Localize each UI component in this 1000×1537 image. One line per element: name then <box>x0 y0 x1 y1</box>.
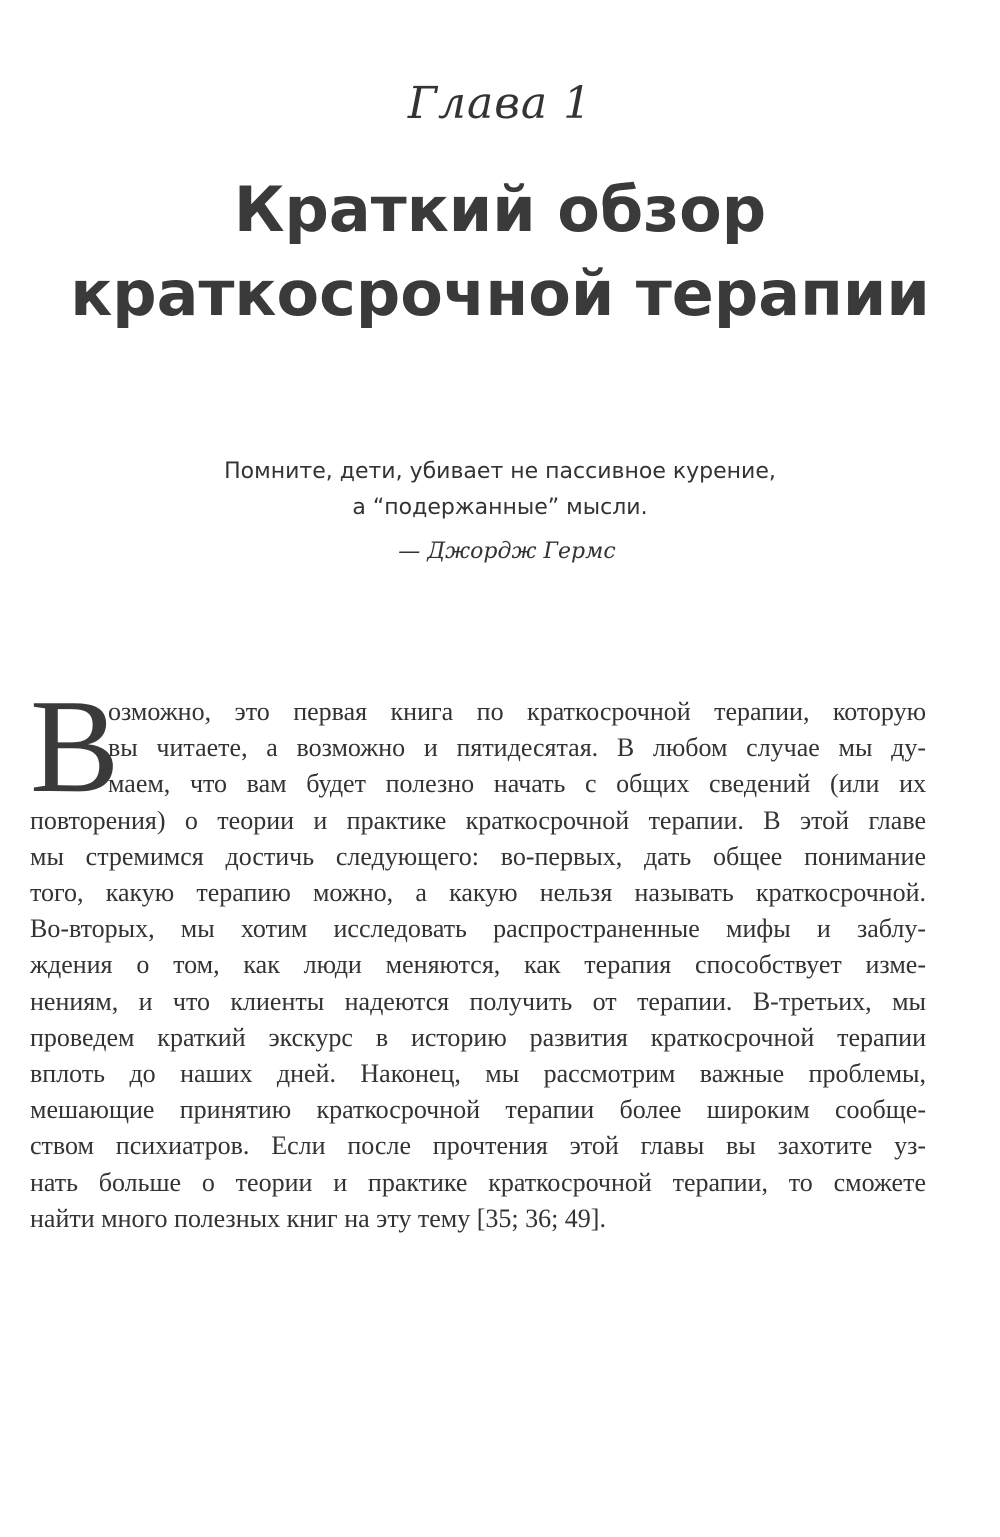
chapter-title-line-1: Краткий обзор <box>233 173 767 246</box>
body-line: проведем краткий экскурс в историю развития краткосрочной терапии <box>30 1022 926 1052</box>
drop-cap: В <box>30 672 120 820</box>
body-line: нениям, и что клиенты надеются получить от терапии. В-третьих, мы <box>30 986 926 1016</box>
chapter-title-line-2: краткосрочной терапии <box>70 257 930 330</box>
body-line: мешающие принятию краткосрочной терапии более широким сообще- <box>30 1095 926 1125</box>
chapter-number: Глава 1 <box>407 78 593 129</box>
chapter-title <box>40 168 960 336</box>
body-line: ждения о том, как люди меняются, как терапия способствует изме- <box>30 950 926 980</box>
body-paragraph <box>30 694 926 1237</box>
body-line: вплоть до наших дней. Наконец, мы рассмотрим важные проблемы, <box>30 1059 926 1089</box>
body-line: вы читаете, а возможно и пятидесятая. В любом случае мы ду- <box>108 733 926 763</box>
body-line: повторения) о теории и практике краткосрочной терапии. В этой главе <box>30 805 926 835</box>
body-line: маем, что вам будет полезно начать с общих сведений (или их <box>108 769 926 799</box>
epigraph-line-1: Помните, дети, убивает не пассивное курение, <box>224 459 776 484</box>
body-line: ством психиатров. Если после прочтения этой главы вы захотите уз- <box>30 1131 926 1161</box>
epigraph <box>140 454 860 570</box>
body-line: найти много полезных книг на эту тему [35; 36; 49]. <box>30 1203 606 1233</box>
epigraph-line-2: а “подержанные” мысли. <box>352 495 648 520</box>
epigraph-author: — Джордж Гермс <box>398 539 616 564</box>
body-line: мы стремимся достичь следующего: во-первых, дать общее понимание <box>30 841 926 871</box>
body-line: Во-вторых, мы хотим исследовать распространенные мифы и заблу- <box>30 914 926 944</box>
body-line: озможно, это первая книга по краткосрочной терапии, которую <box>108 697 926 726</box>
body-line: того, какую терапию можно, а какую нельзя называть краткосрочной. <box>30 878 926 908</box>
body-line: нать больше о теории и практике краткосрочной терапии, то сможете <box>30 1167 926 1197</box>
